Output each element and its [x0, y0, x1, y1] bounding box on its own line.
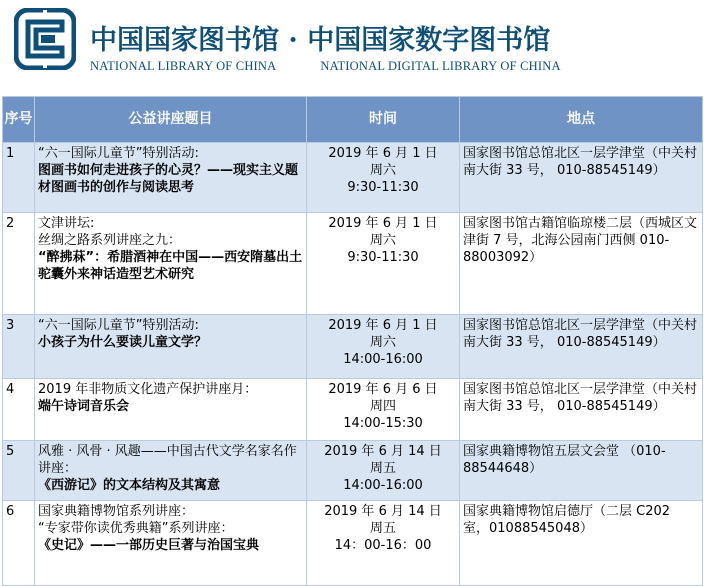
- lecture-series: 风雅 · 风骨 · 风趣——中国古代文学名家名作讲座：: [38, 444, 297, 476]
- lecture-time-cell: [307, 315, 460, 379]
- library-name-en-left: NATIONAL LIBRARY OF CHINA: [90, 59, 277, 73]
- lecture-title-cell: [35, 501, 307, 586]
- row-number: 1: [3, 143, 35, 213]
- column-header-time: 时间: [307, 97, 460, 143]
- lecture-title: 《西游记》的文本结构及其寓意: [38, 478, 221, 493]
- lecture-time-cell: [307, 213, 460, 315]
- lecture-time-cell: [307, 501, 460, 586]
- table-row: [3, 441, 703, 501]
- table-header-row: [3, 97, 703, 143]
- page-header: [0, 0, 704, 96]
- lecture-date: 2019 年 6 月 1 日: [328, 146, 438, 161]
- column-header-num: 序号: [3, 97, 35, 143]
- lecture-title: 图画书如何走进孩子的心灵？——现实主义题材图画书的创作与阅读思考: [38, 163, 299, 195]
- lecture-weekday: 周四: [369, 399, 396, 414]
- lecture-title-cell: [35, 213, 307, 315]
- lecture-place: 国家图书馆总馆北区一层学津堂（中关村南大街 33 号， 010-88545149）: [460, 143, 703, 213]
- lecture-time-cell: [307, 379, 460, 441]
- library-seal-icon: [14, 8, 76, 70]
- library-name-en: [90, 59, 561, 74]
- lecture-series: 文津讲坛:: [38, 216, 95, 231]
- lecture-hours: 14:00-16:00: [343, 352, 423, 367]
- lecture-time-cell: [307, 143, 460, 213]
- lecture-place: 国家图书馆总馆北区一层学津堂（中关村南大街 33 号， 010-88545149）: [460, 379, 703, 441]
- lecture-title: 《史记》——一部历史巨著与治国宝典: [38, 538, 260, 553]
- library-name-en-right: NATIONAL DIGITAL LIBRARY OF CHINA: [320, 59, 561, 73]
- lecture-weekday: 周五: [369, 521, 396, 536]
- lecture-place: 国家图书馆古籍馆临琼楼二层（西城区文津街 7 号，北海公园南门西侧 010-88003092）: [460, 213, 703, 315]
- lecture-weekday: 周六: [369, 233, 396, 248]
- lecture-place: 国家典籍博物馆五层文会堂 （010-88544648）: [460, 441, 703, 501]
- lecture-series: “专家带你读优秀典籍”系列讲座：: [38, 521, 234, 536]
- table-row: [3, 143, 703, 213]
- lecture-place: 国家图书馆总馆北区一层学津堂（中关村南大街 33 号， 010-88545149）: [460, 315, 703, 379]
- lecture-date: 2019 年 6 月 1 日: [328, 216, 438, 231]
- lecture-series: 丝绸之路系列讲座之九：: [38, 233, 182, 248]
- row-number: 4: [3, 379, 35, 441]
- table-row: [3, 379, 703, 441]
- library-name-cn: 中国国家图书馆 · 中国国家数字图书馆: [90, 25, 551, 56]
- lecture-series: 2019 年非物质文化遗产保护讲座月：: [38, 382, 258, 397]
- lecture-date: 2019 年 6 月 6 日: [328, 382, 438, 397]
- lecture-weekday: 周五: [369, 461, 396, 476]
- lecture-weekday: 周六: [369, 163, 396, 178]
- row-number: 5: [3, 441, 35, 501]
- lecture-series: 国家典籍博物馆系列讲座：: [38, 504, 195, 519]
- lecture-hours: 14:00-16:00: [343, 478, 423, 493]
- lecture-title: 小孩子为什么要读儿童文学？: [38, 335, 208, 350]
- lecture-place: 国家典籍博物馆启德厅（二层 C202 室，01088545048）: [460, 501, 703, 586]
- table-row: [3, 501, 703, 586]
- row-number: 3: [3, 315, 35, 379]
- lecture-hours: 14：00-16：00: [334, 538, 432, 553]
- lecture-title: “醉拂菻”：希腊酒神在中国——西安隋墓出土驼囊外来神话造型艺术研究: [38, 250, 303, 282]
- table-row: [3, 315, 703, 379]
- table-row: [3, 213, 703, 315]
- lecture-series: “六一国际儿童节”特别活动:: [38, 318, 199, 333]
- lecture-hours: 14:00-15:30: [343, 416, 423, 431]
- lecture-hours: 9:30-11:30: [347, 180, 419, 195]
- lecture-title-cell: [35, 379, 307, 441]
- lecture-schedule-table: [2, 96, 703, 586]
- row-number: 6: [3, 501, 35, 586]
- lecture-weekday: 周六: [369, 335, 396, 350]
- lecture-date: 2019 年 6 月 1 日: [328, 318, 438, 333]
- lecture-title-cell: [35, 441, 307, 501]
- column-header-title: 公益讲座题目: [35, 97, 307, 143]
- lecture-title: 端午诗词音乐会: [38, 399, 130, 414]
- lecture-title-cell: [35, 315, 307, 379]
- lecture-date: 2019 年 6 月 14 日: [324, 444, 442, 459]
- column-header-place: 地点: [460, 97, 703, 143]
- lecture-date: 2019 年 6 月 14 日: [324, 504, 442, 519]
- lecture-hours: 9:30-11:30: [347, 250, 419, 265]
- lecture-time-cell: [307, 441, 460, 501]
- lecture-series: “六一国际儿童节”特别活动:: [38, 146, 199, 161]
- row-number: 2: [3, 213, 35, 315]
- lecture-title-cell: [35, 143, 307, 213]
